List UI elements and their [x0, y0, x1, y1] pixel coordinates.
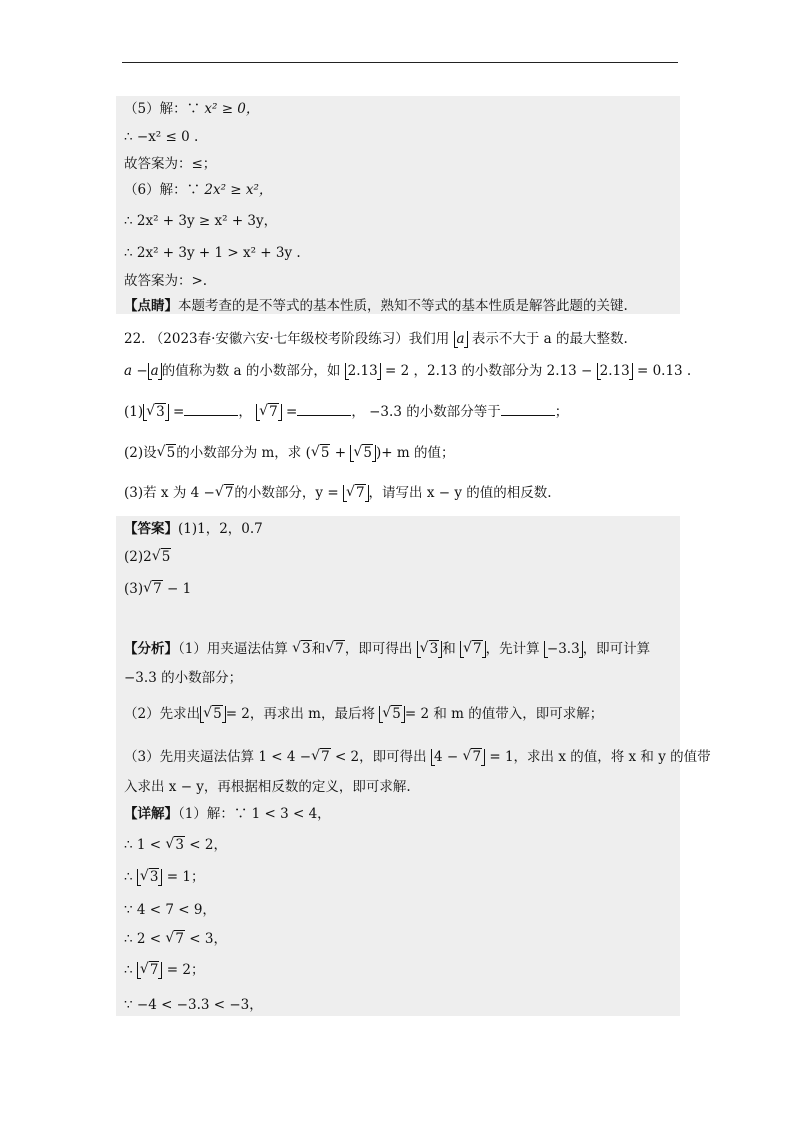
detail-line7: ∵ −4 < −3.3 < −3，	[124, 997, 263, 1013]
part-1: (1)√ 3 = ， √ 7 = ， −3.3 的小数部分等于 ；	[124, 402, 568, 421]
comment: 【点睛】本题考查的是不等式的基本性质，熟知不等式的基本性质是解答此题的关键.	[124, 298, 628, 314]
s5-answer: 故答案为：≤；	[124, 156, 217, 172]
question-22-definition: a − a 的值称为数 a 的小数部分，如 2.13 = 2 ，2.13 的小数部分为 2.13 − 2.13 = 0.13 .	[124, 363, 692, 379]
s5-line1: （5）解：∵ x² ≥ 0，	[124, 101, 260, 117]
s6-line2: ∴ 2x² + 3y ≥ x² + 3y，	[124, 213, 278, 229]
header-rule	[122, 62, 678, 63]
part-3: (3)若 x 为 4 −√ 7的小数部分，y = √ 7 ，请写出 x − y 的值的相反数.	[124, 484, 552, 502]
detail-line4: ∵ 4 < 7 < 9，	[124, 902, 216, 918]
analysis-line1: 【分析】（1）用夹逼法估算 √ 3和√ 7，即可得出 √ 3 和 √ 7 ，先计算 −3.3 ，即可计算	[124, 640, 650, 658]
s6-line3: ∴ 2x² + 3y + 1 > x² + 3y .	[124, 245, 301, 261]
floor-a: a	[454, 331, 468, 347]
question-number: 22.	[124, 331, 146, 347]
answer-line3: (3)√ 7 − 1	[124, 580, 191, 598]
detail-line2: ∴ 1 < √ 3 < 2，	[124, 836, 227, 854]
part-2: (2)设√ 5的小数部分为 m，求 (√ 5 + √ 5 )+ m 的值；	[124, 444, 454, 462]
detail-line5: ∴ 2 < √ 7 < 3，	[124, 930, 227, 948]
detail-line6: ∴ √ 7 = 2；	[124, 961, 204, 979]
s5-line2: ∴ −x² ≤ 0 .	[124, 129, 199, 145]
analysis-line3: （2）先求出√ 5 = 2，再求出 m，最后将 √ 5 = 2 和 m 的值带入，即可求解；	[124, 705, 603, 723]
analysis-line2: −3.3 的小数部分；	[124, 670, 243, 686]
detail-line3: ∴ √ 3 = 1；	[124, 868, 204, 886]
analysis-line5: 入求出 x − y，再根据相反数的定义，即可求解.	[124, 779, 411, 795]
blank-1[interactable]	[184, 402, 238, 416]
answer-line2: (2)2√ 5	[124, 548, 171, 566]
detail-line1: 【详解】（1）解：∵ 1 < 3 < 4，	[124, 806, 331, 822]
s6-answer: 故答案为：>.	[124, 273, 208, 289]
question-22-intro: 22. （2023春·安徽六安·七年级校考阶段练习）我们用 a 表示不大于 a 的最大整数.	[124, 331, 628, 347]
s6-line1: （6）解：∵ 2x² ≥ x²，	[124, 182, 273, 198]
answer-line1: 【答案】(1)1，2，0.7	[124, 521, 263, 537]
blank-2[interactable]	[297, 402, 351, 416]
analysis-line4: （3）先用夹逼法估算 1 < 4 −√ 7 < 2，即可得出 4 − √ 7 = 1，求出 x 的值，将 x 和 y 的值带	[124, 748, 711, 766]
blank-3[interactable]	[501, 402, 555, 416]
